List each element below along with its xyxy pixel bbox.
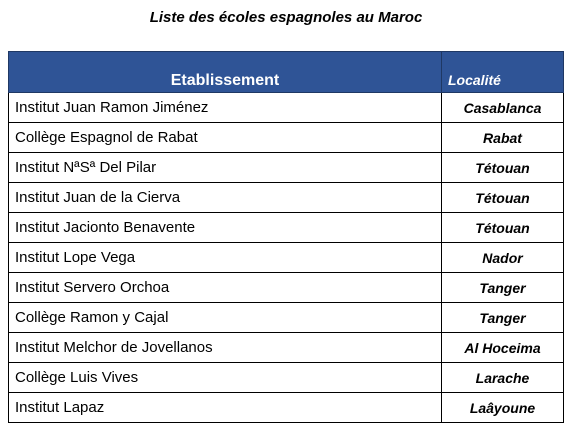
table-row: [9, 93, 564, 123]
school-city: Larache: [442, 363, 564, 393]
school-city: Tétouan: [442, 183, 564, 213]
school-name: Institut Lapaz: [9, 393, 442, 423]
school-name: Institut Jacionto Benavente: [9, 213, 442, 243]
school-name: Collège Ramon y Cajal: [9, 303, 442, 333]
school-city: Nador: [442, 243, 564, 273]
table-row: [9, 363, 564, 393]
school-name: Institut Juan de la Cierva: [9, 183, 442, 213]
school-city: Rabat: [442, 123, 564, 153]
schools-table: [8, 51, 564, 423]
school-city: Tétouan: [442, 213, 564, 243]
table-row: [9, 273, 564, 303]
school-name: Institut Lope Vega: [9, 243, 442, 273]
school-city: Tanger: [442, 273, 564, 303]
school-name: Institut Servero Orchoa: [9, 273, 442, 303]
table-row: [9, 153, 564, 183]
table-row: [9, 213, 564, 243]
table-row: [9, 123, 564, 153]
school-city: Al Hoceima: [442, 333, 564, 363]
table-row: [9, 243, 564, 273]
school-name: Institut Melchor de Jovellanos: [9, 333, 442, 363]
table-row: [9, 183, 564, 213]
school-city: Casablanca: [442, 93, 564, 123]
school-city: Tétouan: [442, 153, 564, 183]
school-city: Laâyoune: [442, 393, 564, 423]
school-name: Collège Espagnol de Rabat: [9, 123, 442, 153]
school-city: Tanger: [442, 303, 564, 333]
table-row: [9, 393, 564, 423]
school-name: Institut Juan Ramon Jiménez: [9, 93, 442, 123]
table-header-row: [9, 52, 564, 93]
table-row: [9, 333, 564, 363]
document-title: Liste des écoles espagnoles au Maroc: [149, 9, 423, 26]
header-localite: Localité: [442, 52, 564, 93]
school-name: Institut NªSª Del Pilar: [9, 153, 442, 183]
school-name: Collège Luis Vives: [9, 363, 442, 393]
header-etablissement: Etablissement: [9, 52, 442, 93]
table-row: [9, 303, 564, 333]
